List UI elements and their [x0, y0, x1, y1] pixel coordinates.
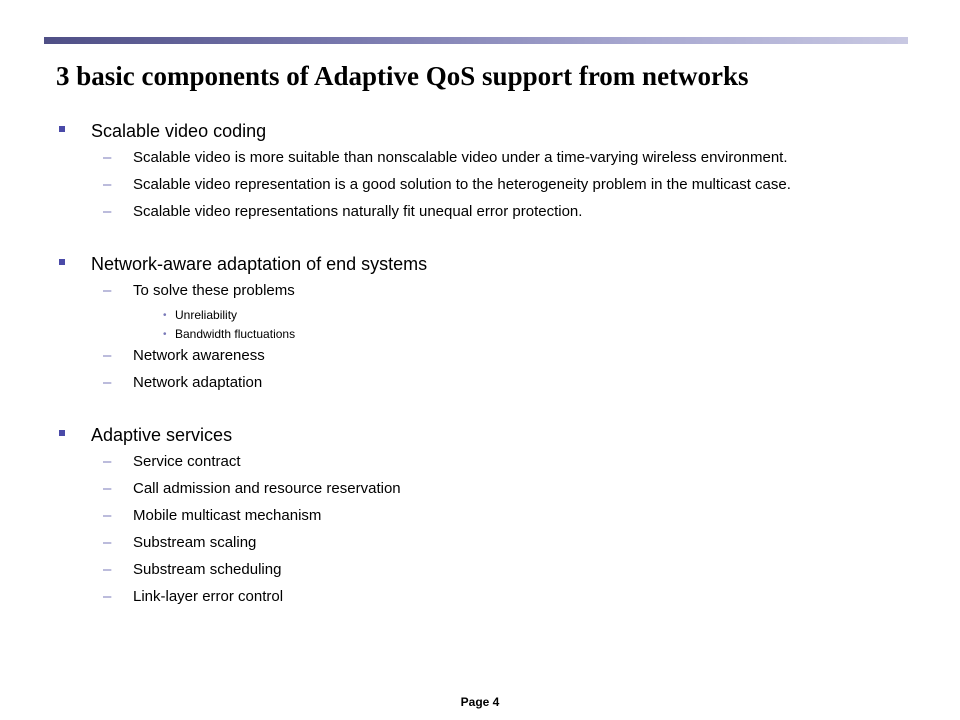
bullet-level2	[56, 533, 916, 553]
dash-bullet-icon: –	[103, 534, 112, 551]
bullet-level2	[56, 373, 916, 393]
dash-bullet-icon: –	[103, 588, 112, 605]
dash-bullet-icon: –	[103, 176, 112, 193]
bullet-text: Unreliability	[175, 308, 238, 322]
bullet-level2	[56, 560, 916, 580]
dash-bullet-icon: –	[103, 149, 112, 166]
bullet-text: Scalable video representations naturally fit unequal error protection.	[133, 203, 583, 220]
dash-bullet-icon: –	[103, 507, 112, 524]
bullet-level3	[56, 308, 916, 323]
slide-body	[56, 118, 916, 614]
bullet-text: Scalable video representation is a good solution to the heterogeneity problem in the multicast case.	[133, 176, 791, 193]
section-heading: Adaptive services	[91, 425, 233, 445]
bullet-level2	[56, 175, 916, 195]
bullet-level2	[56, 479, 916, 499]
bullet-level2	[56, 506, 916, 526]
bullet-level2	[56, 202, 916, 222]
dash-bullet-icon: –	[103, 453, 112, 470]
dash-bullet-icon: –	[103, 374, 112, 391]
section-heading: Network-aware adaptation of end systems	[91, 254, 428, 274]
bullet-text: Mobile multicast mechanism	[133, 507, 322, 524]
bullet-level1	[56, 118, 916, 144]
bullet-level1	[56, 251, 916, 277]
bullet-text: Substream scheduling	[133, 561, 282, 578]
dash-bullet-icon: –	[103, 282, 112, 299]
section-network-aware-adaptation	[56, 251, 916, 393]
bullet-level2	[56, 587, 916, 607]
section-heading: Scalable video coding	[91, 121, 267, 141]
bullet-text: Scalable video is more suitable than nonscalable video under a time-varying wireless environment.	[133, 149, 788, 166]
bullet-text: Call admission and resource reservation	[133, 480, 401, 497]
dot-bullet-icon: •	[163, 310, 167, 321]
section-scalable-video-coding	[56, 118, 916, 222]
square-bullet-icon	[59, 430, 65, 436]
bullet-level2	[56, 148, 916, 168]
title-divider	[44, 37, 908, 44]
bullet-text: Substream scaling	[133, 534, 257, 551]
bullet-text: To solve these problems	[133, 282, 295, 299]
bullet-level2	[56, 346, 916, 366]
bullet-level1	[56, 422, 916, 448]
section-adaptive-services	[56, 422, 916, 607]
page-number: Page 4	[460, 695, 500, 709]
bullet-level2	[56, 452, 916, 472]
bullet-text: Service contract	[133, 453, 241, 470]
bullet-text: Network awareness	[133, 347, 265, 364]
square-bullet-icon	[59, 259, 65, 265]
bullet-text: Network adaptation	[133, 374, 263, 391]
dash-bullet-icon: –	[103, 203, 112, 220]
square-bullet-icon	[59, 126, 65, 132]
bullet-level3	[56, 327, 916, 342]
dash-bullet-icon: –	[103, 347, 112, 364]
bullet-level2	[56, 281, 916, 301]
dash-bullet-icon: –	[103, 480, 112, 497]
slide-title: 3 basic components of Adaptive QoS support from networks	[56, 61, 749, 91]
bullet-text: Bandwidth fluctuations	[175, 327, 296, 341]
dot-bullet-icon: •	[163, 329, 167, 340]
dash-bullet-icon: –	[103, 561, 112, 578]
bullet-text: Link-layer error control	[133, 588, 284, 605]
